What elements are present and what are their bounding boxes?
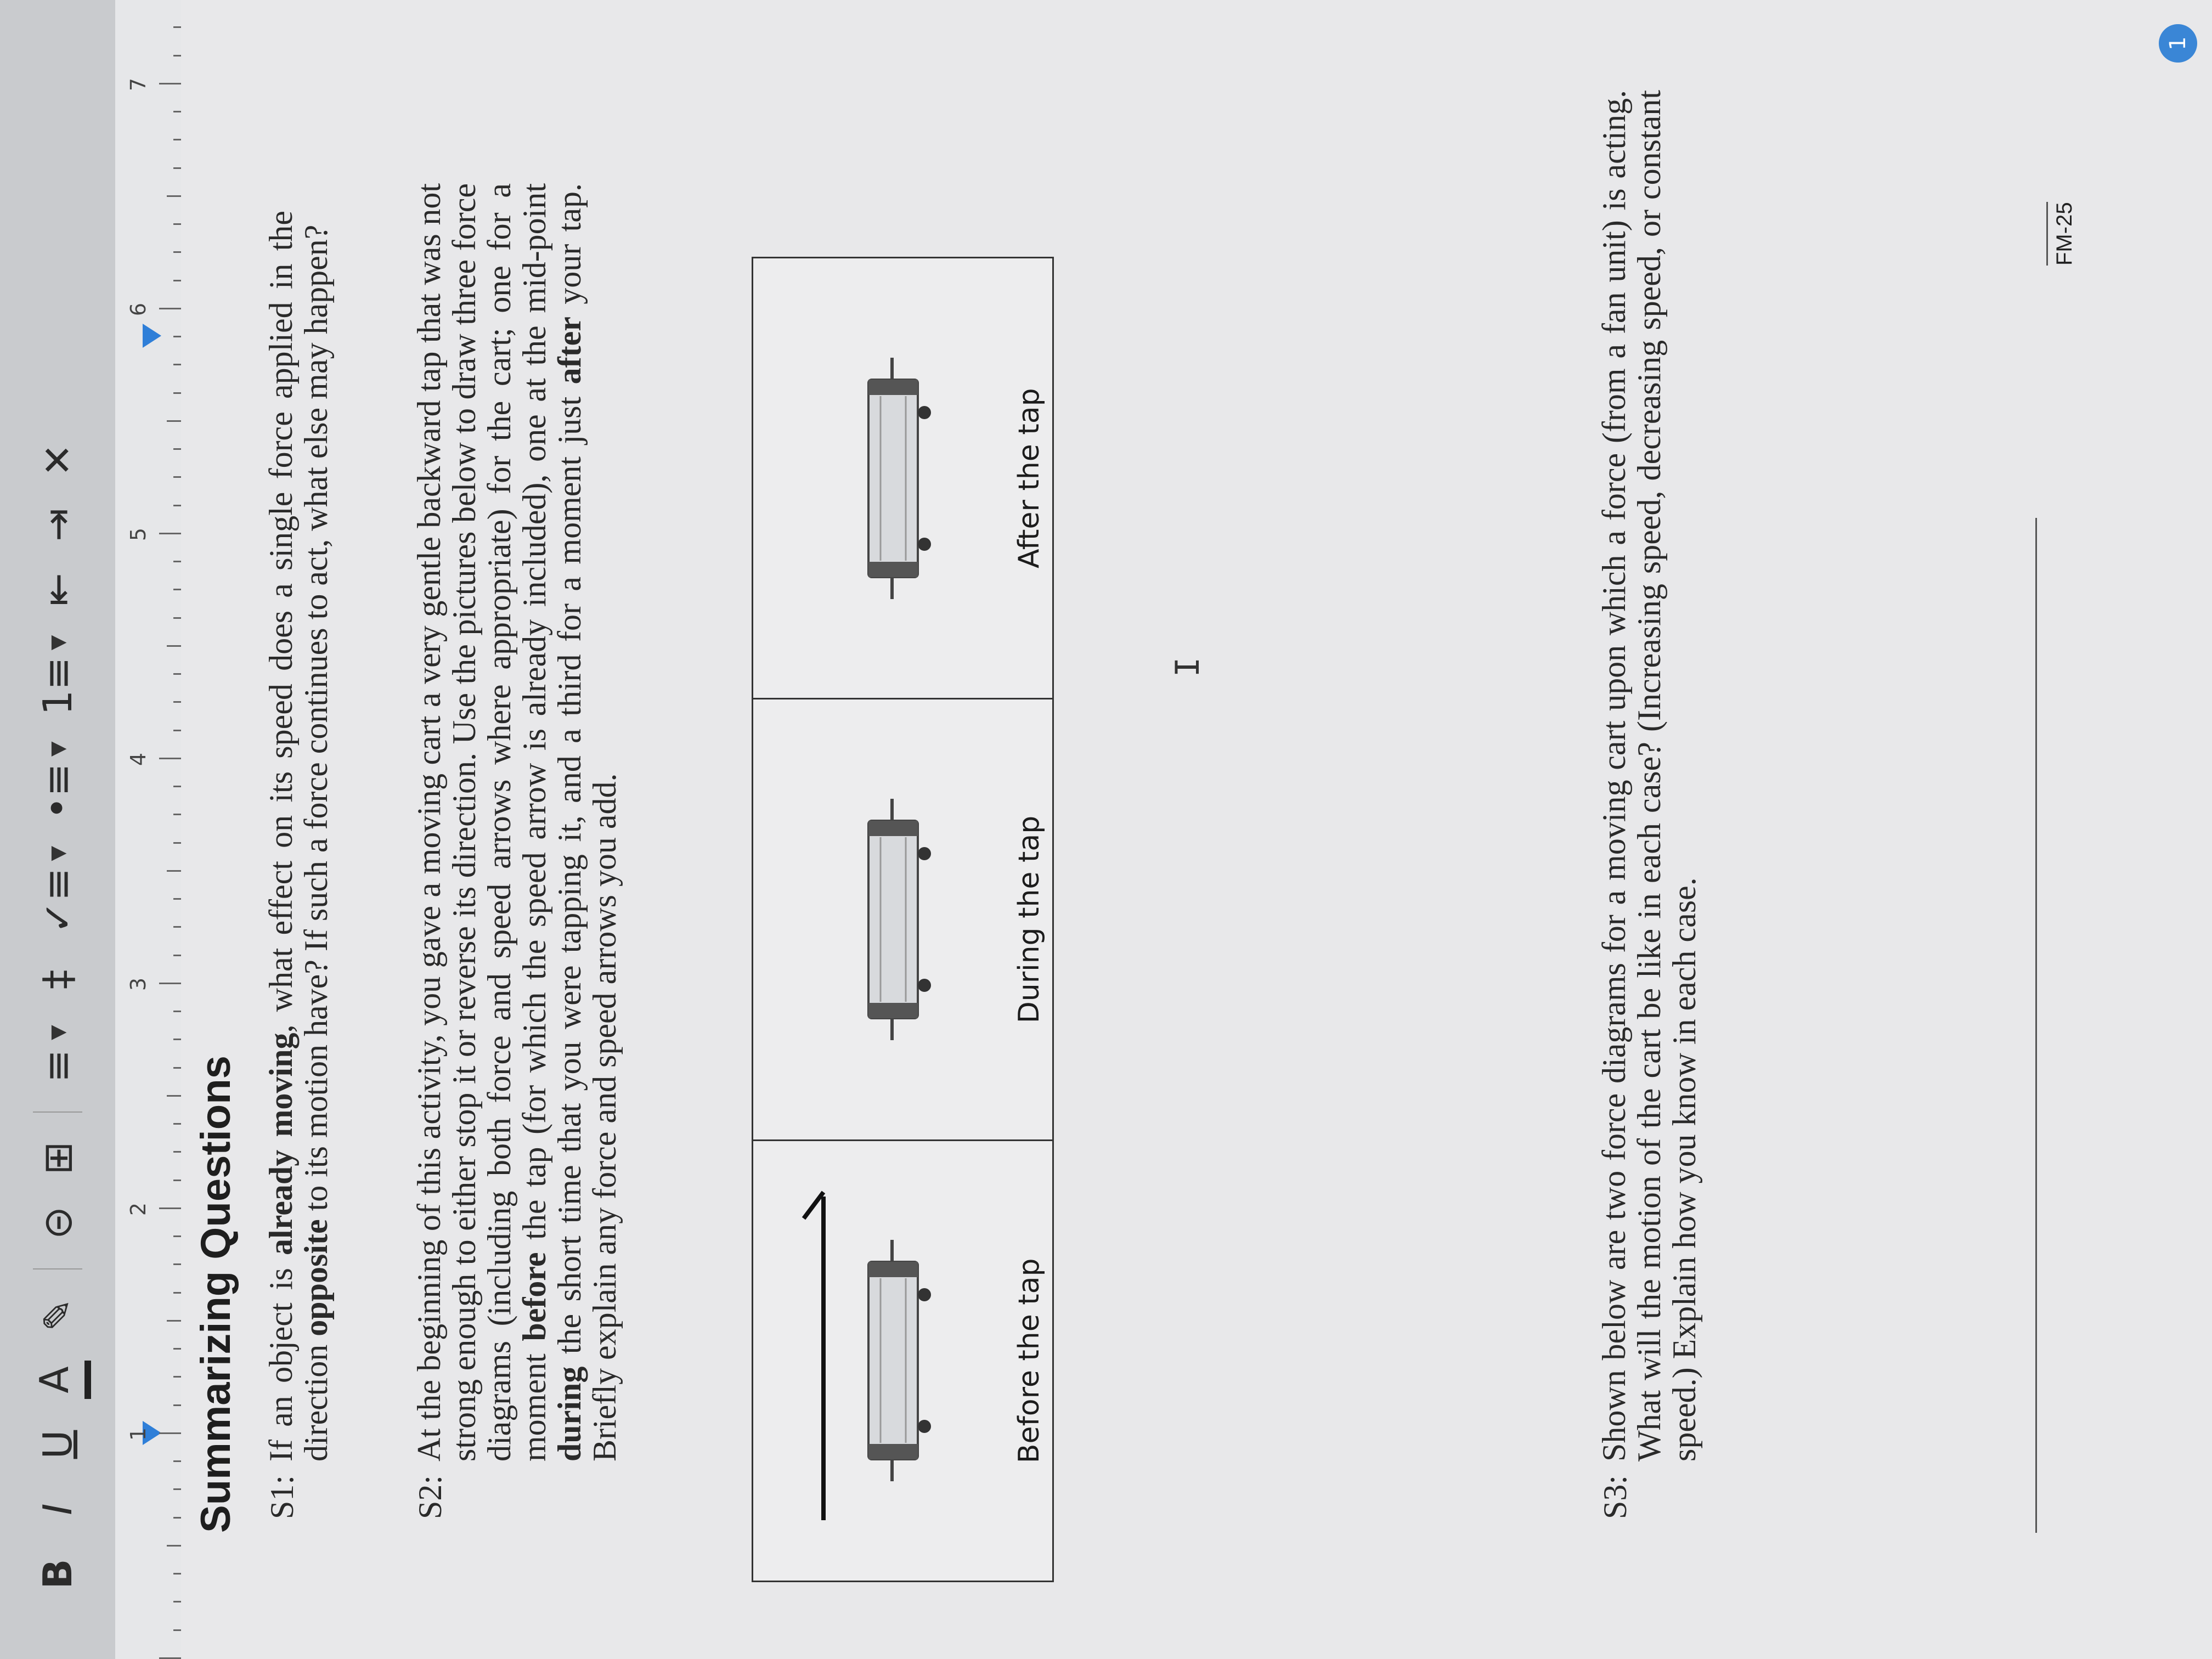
ruler-number: 3 bbox=[126, 977, 150, 991]
ruler-tick bbox=[173, 55, 181, 57]
ruler-tick bbox=[173, 1348, 181, 1350]
cart-image bbox=[847, 1234, 951, 1487]
right-indent-marker[interactable] bbox=[143, 324, 161, 348]
ruler-tick bbox=[173, 786, 181, 787]
clear-format-icon[interactable]: ✕ bbox=[35, 443, 81, 477]
ruler-tick bbox=[173, 139, 181, 141]
ruler-tick bbox=[173, 1011, 181, 1012]
ruler-tick bbox=[173, 1264, 181, 1266]
checklist-icon[interactable]: ✓≡ bbox=[35, 867, 81, 934]
ruler-tick bbox=[173, 702, 181, 703]
before-tap-label: Before the tap bbox=[1013, 1258, 1046, 1464]
line-spacing-icon[interactable]: ‡ bbox=[35, 969, 81, 990]
ruler-tick bbox=[167, 420, 181, 422]
ruler-tick bbox=[173, 1152, 181, 1153]
ruler-tick bbox=[173, 955, 181, 956]
s3-label: S3: bbox=[1597, 1475, 1633, 1519]
s1-question: If an object is already moving, what effect on its speed does a single force applied in the direction opposite to its motion have? If such a force continues to act, what else may happen? bbox=[263, 211, 334, 1462]
s2-label: S2: bbox=[412, 1475, 448, 1519]
ruler-number: 7 bbox=[126, 77, 150, 92]
ruler-tick bbox=[173, 1629, 181, 1631]
ruler-tick bbox=[167, 1095, 181, 1097]
ruler-tick bbox=[173, 477, 181, 478]
ruler-number: 2 bbox=[126, 1202, 150, 1216]
ruler-tick bbox=[159, 308, 181, 309]
s1-label: S1: bbox=[264, 1475, 300, 1519]
document-page[interactable] bbox=[181, 0, 2212, 1659]
ruler-tick bbox=[173, 448, 181, 450]
ruler-tick bbox=[173, 364, 181, 366]
ruler-tick bbox=[159, 83, 181, 84]
italic-button[interactable]: I bbox=[35, 1503, 81, 1515]
section-title: Summarizing Questions bbox=[193, 1056, 239, 1533]
ruler-tick bbox=[173, 223, 181, 225]
toolbar-divider bbox=[33, 1268, 82, 1269]
ruler-tick bbox=[167, 645, 181, 647]
ruler-tick bbox=[173, 1067, 181, 1069]
ruler-tick bbox=[173, 842, 181, 844]
ruler-tick bbox=[173, 561, 181, 562]
ruler-tick bbox=[173, 336, 181, 337]
ruler-tick bbox=[173, 1376, 181, 1378]
ruler-tick bbox=[173, 280, 181, 281]
chevron-down-icon[interactable]: ▼ bbox=[46, 1025, 69, 1040]
ruler-tick bbox=[173, 927, 181, 928]
footer-rule bbox=[2035, 518, 2037, 1533]
image-icon[interactable]: ⊞ bbox=[35, 1141, 81, 1175]
during-tap-cell[interactable] bbox=[753, 698, 1052, 1139]
ruler-tick bbox=[173, 111, 181, 112]
ruler-tick bbox=[173, 392, 181, 394]
ruler-tick bbox=[167, 195, 181, 197]
ruler-tick bbox=[173, 1180, 181, 1181]
underline-button[interactable]: U bbox=[35, 1430, 81, 1459]
ruler-tick bbox=[173, 814, 181, 816]
force-diagram-table bbox=[752, 257, 1054, 1582]
ruler-tick bbox=[159, 1207, 181, 1209]
align-icon[interactable]: ≡ bbox=[35, 1049, 81, 1083]
ruler-tick bbox=[159, 533, 181, 534]
page-code: FM-25 bbox=[2046, 202, 2077, 266]
s2-question: At the beginning of this activity, you gave a moving cart a very gentle backward tap that was not strong enough to either stop it or reverse its direction. Use the pictures below to draw three force diagrams (including both force and speed arrows where appropriate) for the cart; one for a moment before the tap (for which the speed arrow is already included), one at the mid-point during the short time that you were tapping it, and a third for a moment just after your tap. Briefly explain any force and speed arrows you add. bbox=[411, 183, 623, 1462]
before-tap-cell[interactable] bbox=[753, 1139, 1052, 1581]
ruler-tick bbox=[173, 1292, 181, 1294]
ruler-tick bbox=[167, 1320, 181, 1322]
ruler-tick bbox=[173, 167, 181, 169]
ruler-tick bbox=[173, 1039, 181, 1041]
indent-decrease-icon[interactable]: ⇤ bbox=[35, 573, 81, 606]
ruler-tick bbox=[159, 983, 181, 984]
after-tap-label: After the tap bbox=[1013, 388, 1046, 568]
ruler-tick bbox=[167, 870, 181, 872]
ruler-tick bbox=[173, 589, 181, 591]
ruler-tick bbox=[173, 252, 181, 253]
toolbar-divider bbox=[33, 1111, 82, 1113]
formatting-toolbar bbox=[0, 0, 115, 1659]
s3-question: Shown below are two force diagrams for a moving cart upon which a force (from a fan unit) is acting. What will the motion of the cart be like in each case? (Increasing speed, decreasing speed, or constant speed.) Explain how you know in each case. bbox=[1596, 90, 1702, 1462]
ruler-tick bbox=[173, 898, 181, 900]
ruler-number: 5 bbox=[126, 527, 150, 541]
ruler-tick bbox=[173, 1404, 181, 1406]
speed-arrow bbox=[797, 1180, 836, 1531]
ruler-tick bbox=[173, 730, 181, 731]
ruler-tick bbox=[173, 1123, 181, 1125]
during-tap-label: During the tap bbox=[1013, 815, 1046, 1024]
ruler-tick bbox=[173, 27, 181, 29]
text-cursor: I bbox=[1169, 657, 1207, 677]
ruler-tick bbox=[173, 1489, 181, 1491]
ruler-tick bbox=[173, 1601, 181, 1603]
ruler-tick bbox=[173, 1573, 181, 1575]
link-icon[interactable]: ⊝ bbox=[35, 1206, 81, 1240]
ruler-tick bbox=[173, 617, 181, 619]
ruler-tick bbox=[173, 1517, 181, 1519]
text-color-button[interactable]: A bbox=[24, 1361, 91, 1399]
bold-button[interactable]: B bbox=[35, 1559, 81, 1589]
cart-image bbox=[847, 352, 951, 605]
ruler-number: 1 bbox=[126, 1427, 150, 1441]
highlight-icon[interactable]: ✎ bbox=[35, 1298, 81, 1332]
ruler-tick bbox=[159, 758, 181, 759]
indent-increase-icon[interactable]: ⇥ bbox=[35, 508, 81, 541]
ruler-tick bbox=[159, 1432, 181, 1434]
chevron-down-icon[interactable]: ▼ bbox=[46, 635, 69, 651]
chevron-down-icon[interactable]: ▼ bbox=[46, 741, 69, 757]
after-tap-cell[interactable] bbox=[753, 258, 1052, 698]
cart-image bbox=[847, 793, 951, 1046]
numbered-list-icon[interactable]: 1≡ bbox=[35, 657, 81, 715]
ruler-tick bbox=[173, 673, 181, 675]
ruler-tick bbox=[167, 1545, 181, 1547]
ruler-tick bbox=[173, 1460, 181, 1462]
ruler-tick bbox=[173, 505, 181, 506]
ruler[interactable] bbox=[115, 0, 182, 1659]
chevron-down-icon[interactable]: ▼ bbox=[46, 845, 69, 861]
page-number-badge[interactable]: 1 bbox=[2159, 24, 2197, 63]
bullet-list-icon[interactable]: •≡ bbox=[35, 763, 81, 820]
ruler-number: 6 bbox=[126, 302, 150, 317]
ruler-number: 4 bbox=[126, 752, 150, 766]
ruler-tick bbox=[173, 1235, 181, 1237]
